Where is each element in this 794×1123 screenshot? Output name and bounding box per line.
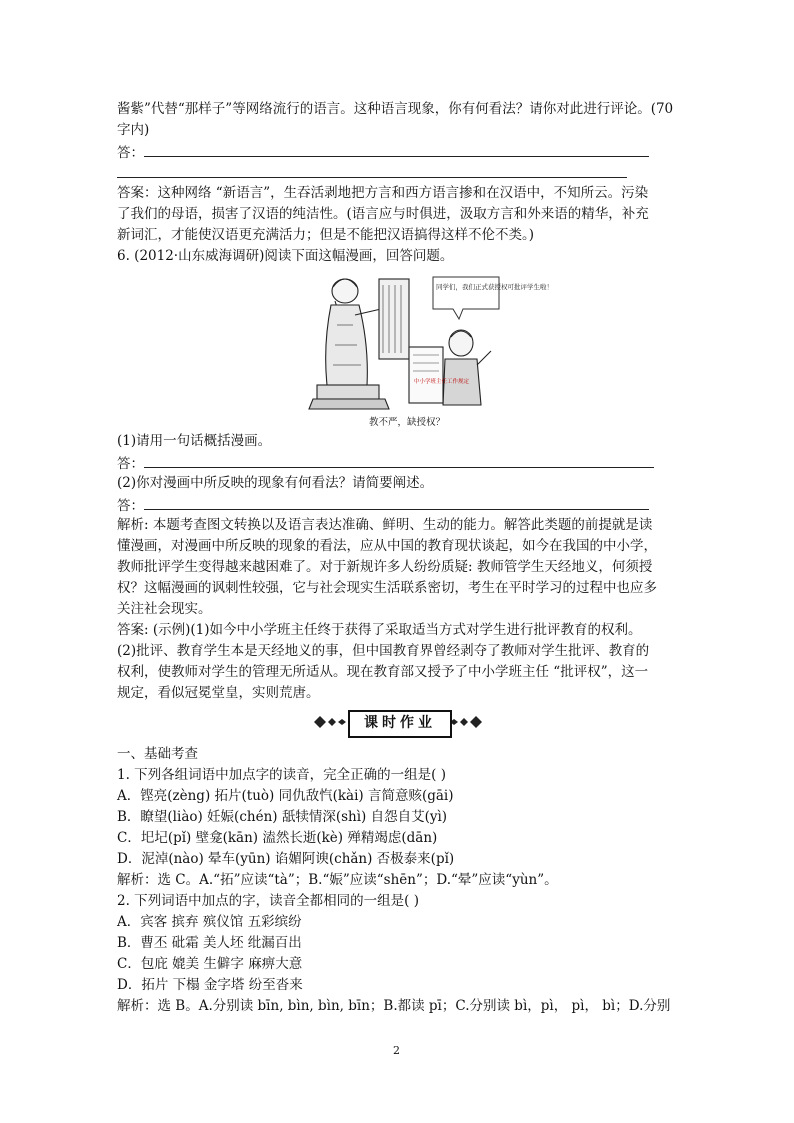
text-line: 教师批评学生变得越来越困难了。对于新规许多人纷纷质疑: 教师管学生天经地义，何须授 bbox=[117, 559, 653, 575]
question-1: 1. 下列各组词语中加点字的读音，完全正确的一组是( ) bbox=[117, 767, 446, 783]
answer-prefix: 答： bbox=[117, 145, 144, 161]
teacher-figure bbox=[409, 330, 491, 405]
text-line: 权？这幅漫画的讽刺性较强，它与社会现实生活联系密切，考生在平时学习的过程中也应多 bbox=[117, 580, 657, 596]
analysis-line: 解析：选 C。A.“拓”应读“tà”；B.“娠”应读“shēn”；D.“晕”应读“yùn”。 bbox=[117, 872, 558, 888]
text-line: 酱紫”代替“那样子”等网络流行的语言。这种语言现象，你有何看法？请你对此进行评论。(70 bbox=[117, 101, 674, 117]
text-line: 权利，使教师对学生的管理无所适从。现在教育部又授予了中小学班主任 “批评权”，这一 bbox=[117, 664, 649, 680]
text-line: (1)请用一句话概括漫画。 bbox=[117, 433, 272, 449]
text-line: 新词汇，才能使汉语更充满活力；但是不能把汉语搞得这样不伦不类。) bbox=[117, 227, 535, 243]
option-d: D．泥淖(nào) 晕车(yūn) 谄媚阿谀(chǎn) 否极泰来(pǐ) bbox=[117, 851, 455, 867]
text-line: 了我们的母语，损害了汉语的纯洁性。(语言应与时俱进，汲取方言和外来语的精华，补充 bbox=[117, 206, 649, 222]
option-c: C．包庇 媲美 生僻字 麻痹大意 bbox=[117, 956, 303, 972]
text-line: 懂漫画，对漫画中所反映的现象的看法，应从中国的教育现状谈起，如今在我国的中小学， bbox=[117, 538, 657, 554]
answer-blank bbox=[144, 142, 649, 157]
option-a: A．铿亮(zèng) 拓片(tuò) 同仇敌忾(kài) 言简意赅(gāi) bbox=[117, 788, 454, 804]
question-2: 2. 下列词语中加点的字，读音全都相同的一组是( ) bbox=[117, 893, 419, 909]
answer-blank bbox=[144, 495, 649, 510]
answer-blank bbox=[117, 163, 627, 178]
answer-label bbox=[117, 142, 649, 162]
answer-blank bbox=[144, 453, 654, 468]
answer-prefix: 答： bbox=[117, 498, 144, 514]
cartoon-caption: 教不严，缺授权？ bbox=[369, 417, 446, 428]
answer-blank-row bbox=[117, 163, 627, 183]
option-a: A．宾客 摈弃 殡仪馆 五彩缤纷 bbox=[117, 914, 302, 930]
text-line: 字内) bbox=[117, 122, 150, 138]
answer-label bbox=[117, 495, 649, 515]
speech-text: 同学们，我们正式获授权可批评学生啦！ bbox=[436, 284, 553, 291]
answer-prefix: 答： bbox=[117, 456, 144, 472]
text-line: 答案：这种网络 “新语言”，生吞活剥地把方言和西方语言掺和在汉语中，不知所云。污染 bbox=[117, 185, 649, 201]
page-number: 2 bbox=[393, 1044, 400, 1057]
question-6: 6. (2012·山东威海调研)阅读下面这幅漫画，回答问题。 bbox=[117, 248, 454, 264]
confucius-figure bbox=[309, 279, 409, 409]
option-c: C．圯圮(pǐ) 壁龛(kān) 溘然长逝(kè) 殚精竭虑(dān) bbox=[117, 830, 438, 846]
text-line: (2)你对漫画中所反映的现象有何看法？请简要阐述。 bbox=[117, 475, 434, 491]
text-line: 关注社会现实。 bbox=[117, 601, 212, 617]
option-d: D．拓片 下榻 金字塔 纷至沓来 bbox=[117, 977, 303, 993]
section-heading: 一、基础考查 bbox=[117, 746, 198, 762]
answer-label bbox=[117, 453, 654, 473]
analysis-line: 解析：选 B。A.分别读 bīn, bìn, bìn, bīn；B.都读 pī；C.分别读 bì，pì， pì， bì；D.分别 bbox=[117, 998, 671, 1014]
text-line: (2)批评、教育学生本是天经地义的事，但中国教育界曾经剥夺了教师对学生批评、教育的 bbox=[117, 643, 650, 659]
option-b: B．曹丕 砒霜 美人坯 纰漏百出 bbox=[117, 935, 302, 951]
sign-text: 中小学班主任工作规定 bbox=[414, 379, 470, 385]
section-banner-title: 课时作业 bbox=[348, 710, 452, 738]
text-line: 规定，看似冠冕堂皇，实则荒唐。 bbox=[117, 685, 320, 701]
cartoon-illustration bbox=[293, 265, 553, 430]
text-line: 答案: (示例)(1)如今中小学班主任终于获得了采取适当方式对学生进行批评教育的权利。 bbox=[117, 622, 642, 638]
option-b: B．瞭望(liào) 妊娠(chén) 舐犊情深(shì) 自怨自艾(yì) bbox=[117, 809, 448, 825]
text-line: 解析: 本题考查图文转换以及语言表达准确、鲜明、生动的能力。解答此类题的前提就是读 bbox=[117, 517, 653, 533]
